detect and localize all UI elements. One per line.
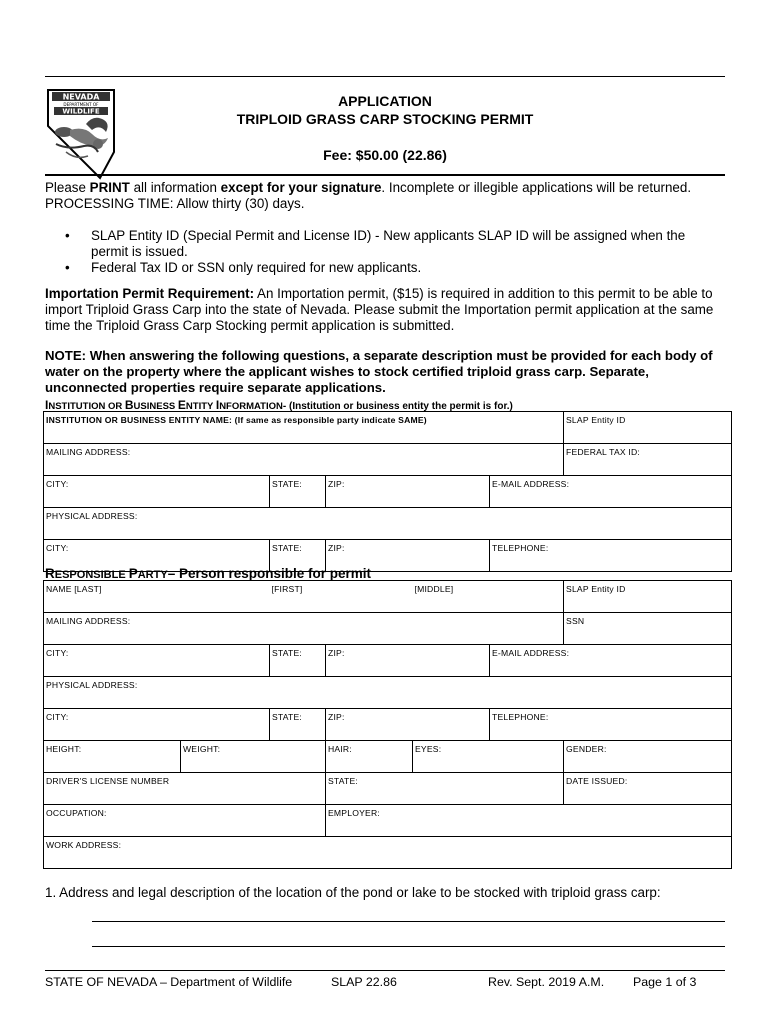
bullet-slap: • SLAP Entity ID (Special Permit and License ID) - New applicants SLAP ID will be assigned when the permit is issued.: [65, 228, 725, 260]
responsible-zip-field[interactable]: ZIP:: [326, 645, 490, 677]
institution-physical-field[interactable]: PHYSICAL ADDRESS:: [44, 508, 732, 540]
eyes-field[interactable]: EYES:: [413, 741, 564, 773]
responsible-table: [43, 580, 732, 869]
institution-telephone-field[interactable]: TELEPHONE:: [490, 540, 732, 572]
institution-zip2-field[interactable]: ZIP:: [326, 540, 490, 572]
institution-email-field[interactable]: E-MAIL ADDRESS:: [490, 476, 732, 508]
form-title: APPLICATION: [338, 93, 432, 109]
height-field[interactable]: HEIGHT:: [44, 741, 181, 773]
fee: Fee: $50.00 (22.86): [323, 147, 447, 163]
date-issued-field[interactable]: DATE ISSUED:: [564, 773, 732, 805]
responsible-mailing-field[interactable]: MAILING ADDRESS:: [44, 613, 564, 645]
institution-city-field[interactable]: CITY:: [44, 476, 270, 508]
weight-field[interactable]: WEIGHT:: [181, 741, 326, 773]
svg-text:WILDLIFE: WILDLIFE: [62, 107, 100, 116]
name-first-field[interactable]: [FIRST]: [270, 581, 413, 613]
institution-city2-field[interactable]: CITY:: [44, 540, 270, 572]
svg-text:NEVADA: NEVADA: [62, 92, 100, 102]
note: NOTE: When answering the following questions, a separate description must be provided for each body of water on the property where the applicant wishes to stock certified triploid grass carp. Separate, unconnected properties require separate applications.: [45, 348, 713, 395]
gender-field[interactable]: GENDER:: [564, 741, 732, 773]
responsible-zip2-field[interactable]: ZIP:: [326, 709, 490, 741]
institution-mailing-field[interactable]: MAILING ADDRESS:: [44, 444, 564, 476]
license-state-field[interactable]: STATE:: [326, 773, 564, 805]
institution-name-field[interactable]: INSTITUTION OR BUSINESS ENTITY NAME: (If same as responsible party indicate SAME): [44, 412, 564, 444]
responsible-state2-field[interactable]: STATE:: [270, 709, 326, 741]
ssn-field[interactable]: SSN: [564, 613, 732, 645]
responsible-telephone-field[interactable]: TELEPHONE:: [490, 709, 732, 741]
svg-text:DEPARTMENT OF: DEPARTMENT OF: [63, 102, 99, 107]
name-last-field[interactable]: NAME [LAST]: [44, 581, 270, 613]
footer-form-number: SLAP 22.86: [331, 975, 397, 989]
footer-revision: Rev. Sept. 2019 A.M.: [488, 975, 605, 989]
top-rule: [45, 76, 725, 77]
institution-table: [43, 411, 732, 572]
responsible-email-field[interactable]: E-MAIL ADDRESS:: [490, 645, 732, 677]
instructions: Please PRINT all information except for your signature. Incomplete or illegible applications will be returned. PROCESSING TIME: Allow thirty (30) days.: [45, 180, 725, 212]
bullet-tax: • Federal Tax ID or SSN only required for new applicants.: [65, 260, 725, 276]
license-number-field[interactable]: DRIVER'S LICENSE NUMBER: [44, 773, 326, 805]
institution-slap-field[interactable]: SLAP Entity ID: [564, 412, 732, 444]
footer-rule: [45, 970, 725, 971]
institution-section-heading: INSTITUTION OR BUSINESS ENTITY INFORMATION- (Institution or business entity the permit is for.): [45, 398, 513, 412]
hair-field[interactable]: HAIR:: [326, 741, 413, 773]
institution-federal-tax-field[interactable]: FEDERAL TAX ID:: [564, 444, 732, 476]
bullet-list: [65, 228, 725, 276]
occupation-field[interactable]: OCCUPATION:: [44, 805, 326, 837]
responsible-slap-field[interactable]: SLAP Entity ID: [564, 581, 732, 613]
institution-state-field[interactable]: STATE:: [270, 476, 326, 508]
question-1: 1. Address and legal description of the location of the pond or lake to be stocked with triploid grass carp:: [45, 885, 661, 900]
responsible-section-heading: RESPONSIBLE PARTY– Person responsible for permit: [45, 566, 371, 581]
institution-zip-field[interactable]: ZIP:: [326, 476, 490, 508]
footer-agency: STATE OF NEVADA – Department of Wildlife: [45, 975, 293, 989]
work-address-field[interactable]: WORK ADDRESS:: [44, 837, 732, 869]
responsible-city-field[interactable]: CITY:: [44, 645, 270, 677]
responsible-city2-field[interactable]: CITY:: [44, 709, 270, 741]
importation-requirement: Importation Permit Requirement: An Importation permit, ($15) is required in addition to this permit to be able to import Triploid Grass Carp into the state of Nevada. Please submit the Importation permit application at the same time the Triploid Grass Carp Stocking permit application is submitted.: [45, 286, 714, 333]
responsible-state-field[interactable]: STATE:: [270, 645, 326, 677]
responsible-physical-field[interactable]: PHYSICAL ADDRESS:: [44, 677, 732, 709]
form-subtitle: TRIPLOID GRASS CARP STOCKING PERMIT: [236, 111, 534, 127]
footer-page: Page 1 of 3: [633, 975, 697, 989]
name-middle-field[interactable]: [MIDDLE]: [413, 581, 564, 613]
answer-line-1[interactable]: [92, 921, 725, 922]
header-rule: [45, 174, 725, 176]
institution-state2-field[interactable]: STATE:: [270, 540, 326, 572]
processing-time: PROCESSING TIME: Allow thirty (30) days.: [45, 196, 305, 211]
answer-line-2[interactable]: [92, 946, 725, 947]
employer-field[interactable]: EMPLOYER:: [326, 805, 732, 837]
